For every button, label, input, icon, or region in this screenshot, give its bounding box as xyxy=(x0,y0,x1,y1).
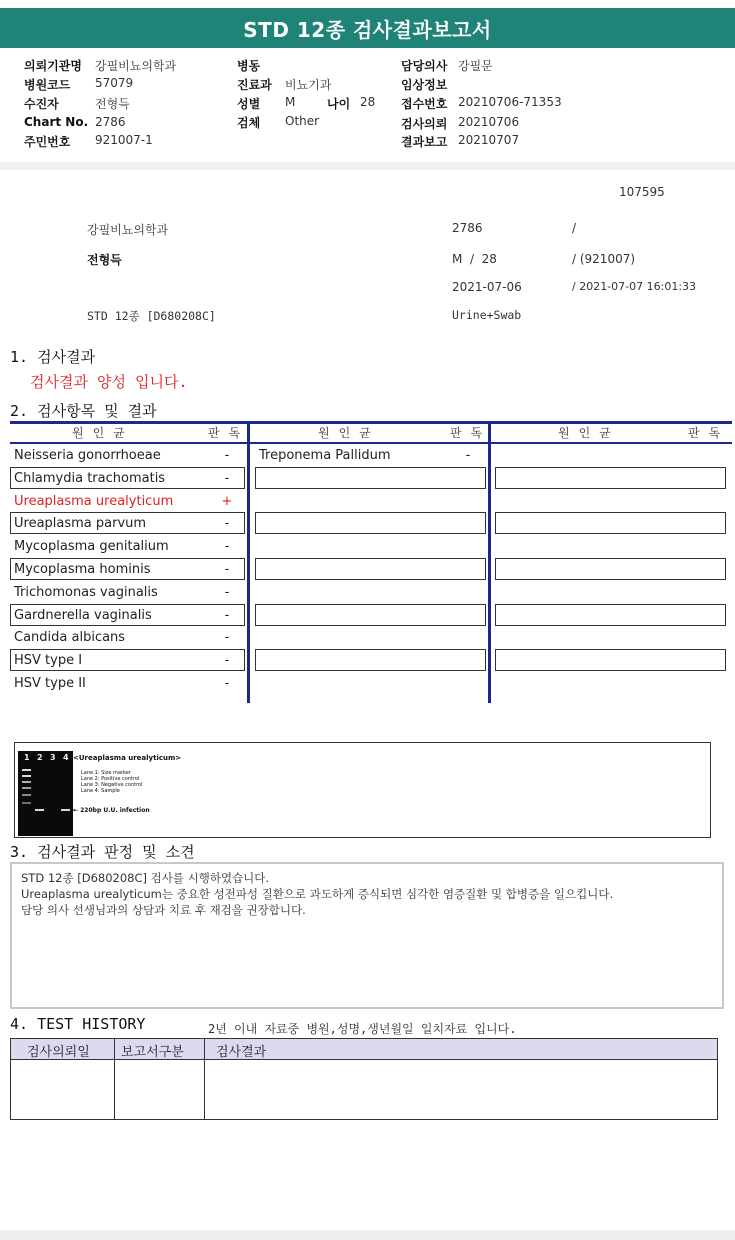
organism-name: HSV type II xyxy=(14,676,86,691)
patient-name: 전형득 xyxy=(87,253,122,267)
organism-name: Mycoplasma hominis xyxy=(14,562,151,577)
history-col-report-type: 보고서구분 xyxy=(121,1045,184,1060)
marker-band xyxy=(22,787,31,789)
results-table-header-rule xyxy=(10,442,732,444)
result-row-box xyxy=(255,512,486,534)
result-value: - xyxy=(224,562,230,577)
field-label-patient: 수진자 xyxy=(24,97,59,111)
opinion-box xyxy=(10,862,724,1009)
field-label-sex: 성별 xyxy=(237,97,261,111)
header-separator xyxy=(0,162,735,170)
organism-name: Candida albicans xyxy=(14,630,126,646)
marker-band xyxy=(22,775,31,777)
patient-report-datetime: / 2021-07-07 16:01:33 xyxy=(572,280,697,293)
section1-heading: 1. 검사결과 xyxy=(10,348,96,366)
gel-band-label: ← 220bp U.U. infection xyxy=(73,807,150,814)
patient-clinic: 강필비뇨의학과 xyxy=(87,223,169,237)
field-label-age: 나이 xyxy=(327,97,351,111)
organism-name: Mycoplasma genitalium xyxy=(14,539,169,555)
positive-control-band xyxy=(35,809,44,811)
result-value: - xyxy=(224,653,230,669)
result-value: - xyxy=(224,448,230,463)
gel-title: <Ureaplasma urealyticum> xyxy=(73,754,182,762)
results-table-divider-2 xyxy=(488,421,491,703)
marker-band xyxy=(22,794,31,796)
organism-name: Gardnerella vaginalis xyxy=(14,607,152,623)
col-organism-1: 원인균 xyxy=(72,426,134,440)
result-row-box xyxy=(495,512,726,534)
lane-number: 4 xyxy=(63,753,69,762)
section4-heading: 4. TEST HISTORY xyxy=(10,1015,146,1033)
lane-number: 3 xyxy=(50,753,56,762)
field-label-request-date: 검사의뢰 xyxy=(401,117,448,131)
field-value-department: 비뇨기과 xyxy=(285,78,332,92)
patient-chart: 2786 xyxy=(452,221,483,235)
field-label-department: 진료과 xyxy=(237,78,272,92)
col-organism-2: 원인균 xyxy=(318,426,380,440)
field-label-receipt-no: 접수번호 xyxy=(401,97,448,111)
patient-request-date: 2021-07-06 xyxy=(452,280,522,294)
sample-band xyxy=(61,809,70,811)
history-col-result: 검사결과 xyxy=(216,1045,267,1060)
history-table xyxy=(10,1038,718,1120)
field-value-age: 28 xyxy=(360,95,376,109)
gel-legend-line: Lane 1: Size marker xyxy=(81,770,131,776)
gel-legend-line: Lane 4: Sample xyxy=(81,788,120,794)
organism-name: Ureaplasma parvum xyxy=(14,516,147,532)
result-value: - xyxy=(224,539,230,555)
field-value-specimen: Other xyxy=(285,114,320,128)
history-col-request-date: 검사의뢰일 xyxy=(27,1045,90,1060)
result-row-box xyxy=(495,604,726,626)
page-footer xyxy=(0,1230,735,1240)
col-judge-3: 판독 xyxy=(688,426,730,440)
gel-legend-line: Lane 2: Positive control xyxy=(81,776,140,782)
patient-slash: / xyxy=(572,221,577,235)
field-value-doctor: 강필문 xyxy=(458,59,493,73)
col-organism-3: 원인균 xyxy=(558,426,620,440)
positive-message: 검사결과 양성 입니다. xyxy=(30,373,188,391)
field-value-hospital-code: 57079 xyxy=(95,76,134,90)
field-label-hospital-code: 병원코드 xyxy=(24,78,71,92)
result-row-box xyxy=(495,558,726,580)
field-label-report-date: 결과보고 xyxy=(401,135,448,149)
report-header xyxy=(0,50,735,160)
field-value-chart-no: 2786 xyxy=(95,115,126,129)
test-name: STD 12종 [D680208C] xyxy=(87,309,216,323)
field-label-specimen: 검체 xyxy=(237,116,261,130)
report-title-bar xyxy=(0,8,735,48)
results-table xyxy=(10,421,732,703)
field-value-resident-no: 921007-1 xyxy=(95,133,153,147)
field-label-ward: 병동 xyxy=(237,59,261,73)
field-label-clinical-info: 임상정보 xyxy=(401,78,448,92)
patient-sex-age: M / 28 xyxy=(452,252,497,266)
result-value: - xyxy=(465,448,471,463)
specimen-type: Urine+Swab xyxy=(452,308,522,322)
organism-name: Ureaplasma urealyticum xyxy=(14,493,174,509)
field-value-sex: M xyxy=(285,95,296,109)
opinion-line: Ureaplasma urealyticum는 중요한 성전파성 질환으로 과도하게 증식되면 심각한 염증질환 및 합병증을 일으킵니다. xyxy=(21,887,614,901)
opinion-line: STD 12종 [D680208C] 검사를 시행하였습니다. xyxy=(21,871,270,885)
field-label-chart-no: Chart No. xyxy=(24,115,89,129)
col-judge-1: 판독 xyxy=(208,426,250,440)
field-value-request-date: 20210706 xyxy=(458,115,520,129)
section2-heading: 2. 검사항목 및 결과 xyxy=(10,402,157,420)
field-label-resident-no: 주민번호 xyxy=(24,135,71,149)
field-value-patient: 전형득 xyxy=(95,97,130,111)
result-value: - xyxy=(224,630,230,646)
gel-band-text: 220bp U.U. infection xyxy=(80,807,150,814)
organism-name: Treponema Pallidum xyxy=(259,448,391,463)
gel-figure xyxy=(14,742,711,838)
result-value: - xyxy=(224,676,230,691)
gel-image xyxy=(18,751,73,836)
result-value: - xyxy=(224,470,230,486)
result-row-box xyxy=(255,649,486,671)
organism-name: Chlamydia trachomatis xyxy=(14,470,166,486)
history-col-divider xyxy=(204,1039,205,1119)
section3-heading: 3. 검사결과 판정 및 소견 xyxy=(10,843,195,861)
gel-legend-line: Lane 3: Negative control xyxy=(81,782,143,788)
history-table-header xyxy=(11,1039,717,1060)
barcode-number: 107595 xyxy=(619,185,665,199)
result-value: - xyxy=(224,516,230,532)
field-value-clinic: 강필비뇨의학과 xyxy=(95,59,177,73)
patient-birth: / (921007) xyxy=(572,252,636,266)
field-label-clinic: 의뢰기관명 xyxy=(24,59,82,73)
marker-band xyxy=(22,802,31,804)
history-col-divider xyxy=(114,1039,115,1119)
report-title: STD 12종 검사결과보고서 xyxy=(243,17,492,42)
result-value: + xyxy=(221,493,233,509)
organism-name: HSV type I xyxy=(14,653,83,669)
result-row-box xyxy=(255,558,486,580)
col-judge-2: 판독 xyxy=(450,426,492,440)
field-value-receipt-no: 20210706-71353 xyxy=(458,95,562,109)
field-label-doctor: 담당의사 xyxy=(401,59,448,73)
result-row-box xyxy=(255,604,486,626)
result-row-box xyxy=(255,467,486,489)
lane-number: 1 xyxy=(24,753,30,762)
lane-number: 2 xyxy=(37,753,43,762)
result-row-box xyxy=(495,649,726,671)
field-value-report-date: 20210707 xyxy=(458,133,520,147)
marker-band xyxy=(22,781,31,783)
marker-band xyxy=(22,769,31,771)
opinion-line: 담당 의사 선생님과의 상담과 치료 후 재검을 권장합니다. xyxy=(21,903,306,917)
history-note: 2년 이내 자료중 병원,성명,생년월일 일치자료 입니다. xyxy=(208,1022,517,1036)
result-value: - xyxy=(224,607,230,623)
result-row-box xyxy=(495,467,726,489)
result-value: - xyxy=(224,584,230,600)
organism-name: Neisseria gonorrhoeae xyxy=(14,448,161,463)
organism-name: Trichomonas vaginalis xyxy=(14,584,158,600)
results-table-divider-1 xyxy=(247,421,250,703)
